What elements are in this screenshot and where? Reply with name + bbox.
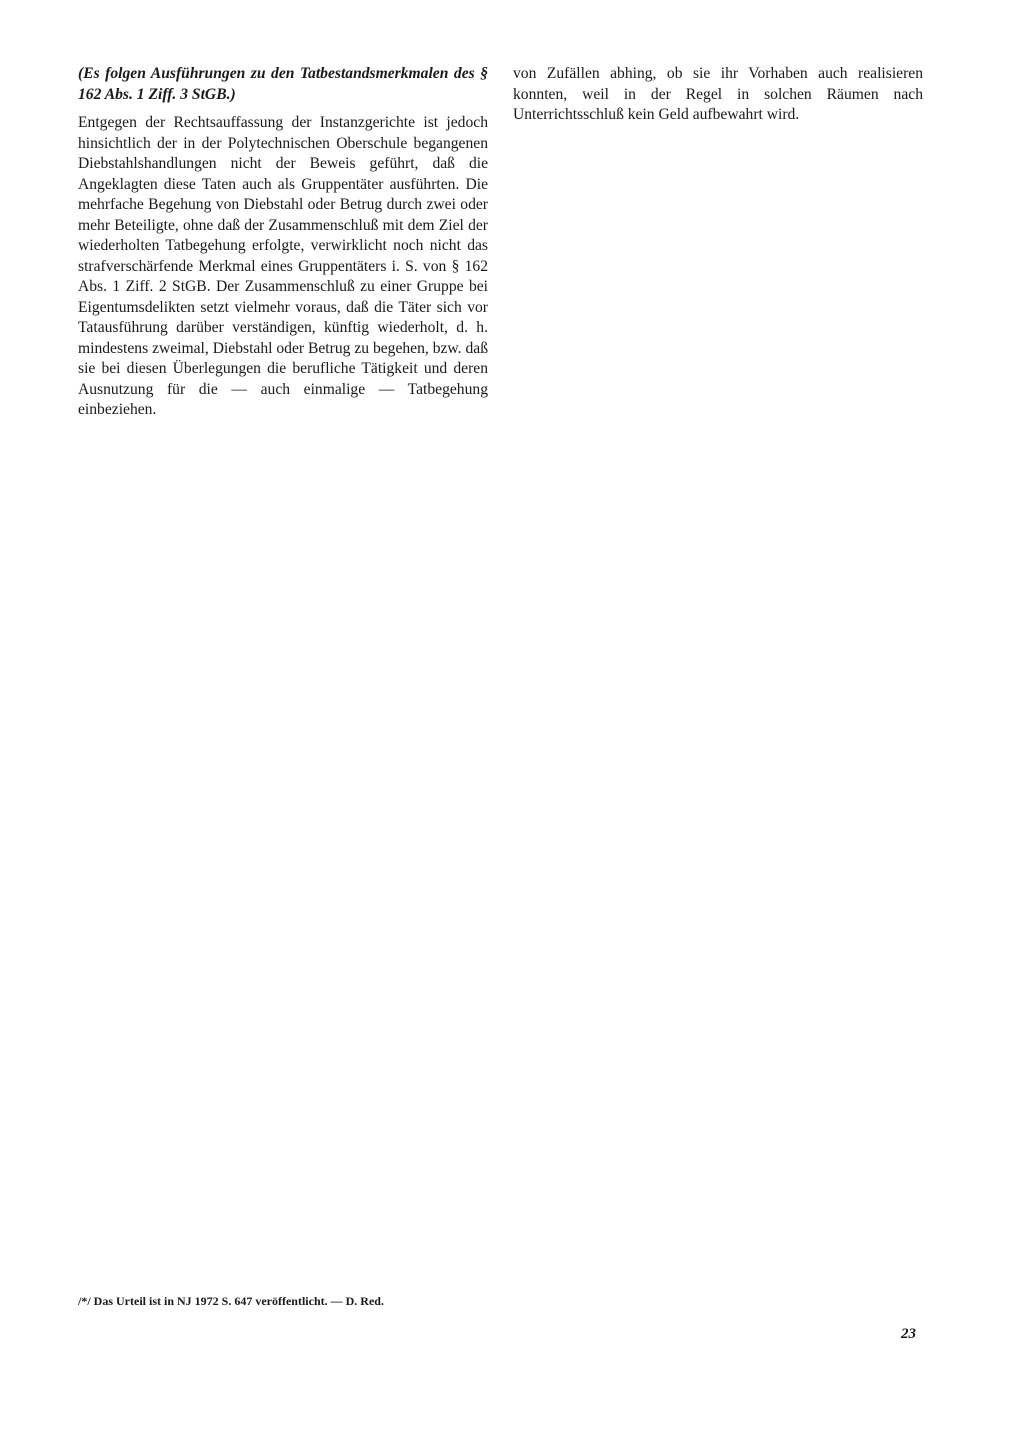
- intro-note: (Es folgen Ausführungen zu den Tatbestandsmerkmalen des § 162 Abs. 1 Ziff. 3 StGB.): [78, 65, 488, 103]
- left-column: [78, 64, 488, 429]
- page-number: 23: [901, 1326, 916, 1342]
- right-column: [513, 64, 923, 134]
- paragraph: von Zufällen abhing, ob sie ihr Vorhaben auch realisieren konnten, weil in der Regel in solchen Räumen nach Unterrichtsschluß kein Geld aufbewahrt wird.: [513, 65, 923, 123]
- footnote: /*/ Das Urteil ist in NJ 1972 S. 647 veröffentlicht. — D. Red.: [78, 1294, 384, 1308]
- paragraph: Entgegen der Rechtsauffassung der Instanzgerichte ist jedoch hinsichtlich der in der Polytechnischen Oberschule begangenen Diebstahlshandlungen nicht der Beweis geführt, daß die Angeklagten diese Taten auch als Gruppentäter ausführten. Die mehrfache Begehung von Diebstahl oder Betrug durch zwei oder mehr Beteiligte, ohne daß der Zusammenschluß mit dem Ziel der wiederholten Tatbegehung erfolgte, verwirklicht noch nicht das strafverschärfende Merkmal eines Gruppentäters i. S. von § 162 Abs. 1 Ziff. 2 StGB. Der Zusammenschluß zu einer Gruppe bei Eigentumsdelikten setzt vielmehr voraus, daß die Täter sich vor Tatausführung darüber verständigen, künftig wiederholt, d. h. mindestens zweimal, Diebstahl oder Betrug zu begehen, bzw. daß sie bei diesen Überlegungen die berufliche Tätigkeit und deren Ausnutzung für die — auch einmalige — Tatbegehung einbeziehen.: [78, 114, 488, 418]
